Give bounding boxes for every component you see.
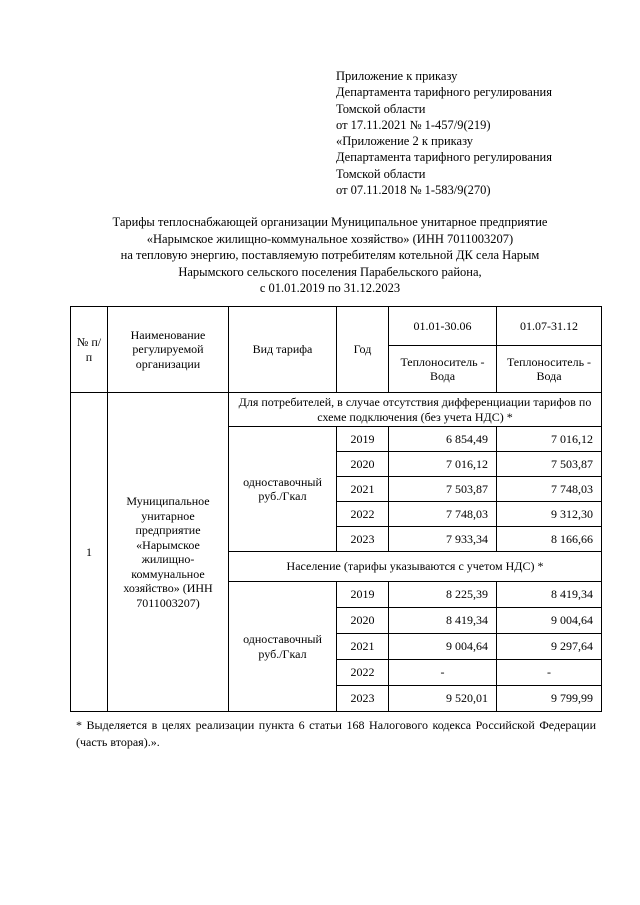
title-line: с 01.01.2019 по 31.12.2023 [259,281,401,295]
header-line: «Приложение 2 к приказу [336,134,474,149]
year-cell: 2019 [337,582,389,608]
year-cell: 2021 [337,477,389,502]
header-line: Томской области [336,101,426,116]
row-number: 1 [71,393,108,712]
tariff-value: 6 854,49 [389,427,497,452]
section-1-title: Для потребителей, в случае отсутствия дифференциации тарифов по схеме подключения (без учета НДС) * [229,393,602,427]
header-line: от 07.11.2018 № 1-583/9(270) [336,183,491,198]
tariff-value: 7 503,87 [497,452,602,477]
year-cell: 2023 [337,686,389,712]
footnote: * Выделяется в целях реализации пункта 6 статьи 168 Налогового кодекса Российской Федерации (часть вторая).». [76,718,596,749]
section-1-tariff-type: одноставочный руб./Гкал [229,427,337,552]
header-line: Департамента тарифного регулирования [336,150,552,165]
tariff-value-empty: - [497,660,602,686]
tariff-value: 7 016,12 [389,452,497,477]
year-cell: 2023 [337,527,389,552]
section-2-tariff-type: одноставочный руб./Гкал [229,582,337,712]
tariff-value: 9 004,64 [389,634,497,660]
header-line: Томской области [336,166,426,181]
tariff-value: 8 419,34 [389,608,497,634]
year-cell: 2022 [337,660,389,686]
header-year: Год [337,307,389,393]
year-cell: 2022 [337,502,389,527]
tariff-value: 9 520,01 [389,686,497,712]
tariff-value: 9 004,64 [497,608,602,634]
tariff-value: 9 799,99 [497,686,602,712]
header-carrier-2: Теплоноситель - Вода [497,346,602,393]
header-line: Департамента тарифного регулирования [336,85,552,100]
title-line: на тепловую энергию, поставляемую потребителям котельной ДК села Нарым [120,248,540,262]
year-cell: 2021 [337,634,389,660]
tariff-value: 7 748,03 [389,502,497,527]
header-carrier-1: Теплоноситель - Вода [389,346,497,393]
tariff-value-empty: - [389,660,497,686]
tariff-value: 8 419,34 [497,582,602,608]
tariff-value: 8 225,39 [389,582,497,608]
tariff-value: 8 166,66 [497,527,602,552]
header-num: № п/п [71,307,108,393]
section-2-title: Население (тарифы указываются с учетом НДС) * [229,552,602,582]
document-title [70,214,590,297]
tariff-value: 9 312,30 [497,502,602,527]
year-cell: 2020 [337,452,389,477]
header-tariff-type: Вид тарифа [229,307,337,393]
header-period-2: 01.07-31.12 [497,307,602,346]
header-line: Приложение к приказу [336,69,458,83]
tariff-value: 7 016,12 [497,427,602,452]
tariff-table [70,306,602,712]
tariff-value: 9 297,64 [497,634,602,660]
tariff-value: 7 748,03 [497,477,602,502]
order-appendix-header [336,68,552,198]
header-period-1: 01.01-30.06 [389,307,497,346]
title-line: Тарифы теплоснабжающей организации Муниципальное унитарное предприятие [112,215,548,229]
header-organization: Наименование регулируемой организации [108,307,229,393]
title-line: «Нарымское жилищно-коммунальное хозяйство» (ИНН 7011003207) [146,231,514,246]
tariff-value: 7 503,87 [389,477,497,502]
organization-name: Муниципальное унитарное предприятие «Нарымское жилищно-коммунальное хозяйство» (ИНН 7011003207) [108,393,229,712]
title-line: Нарымского сельского поселения Парабельского района, [178,264,482,279]
header-line: от 17.11.2021 № 1-457/9(219) [336,117,491,132]
year-cell: 2019 [337,427,389,452]
year-cell: 2020 [337,608,389,634]
tariff-value: 7 933,34 [389,527,497,552]
